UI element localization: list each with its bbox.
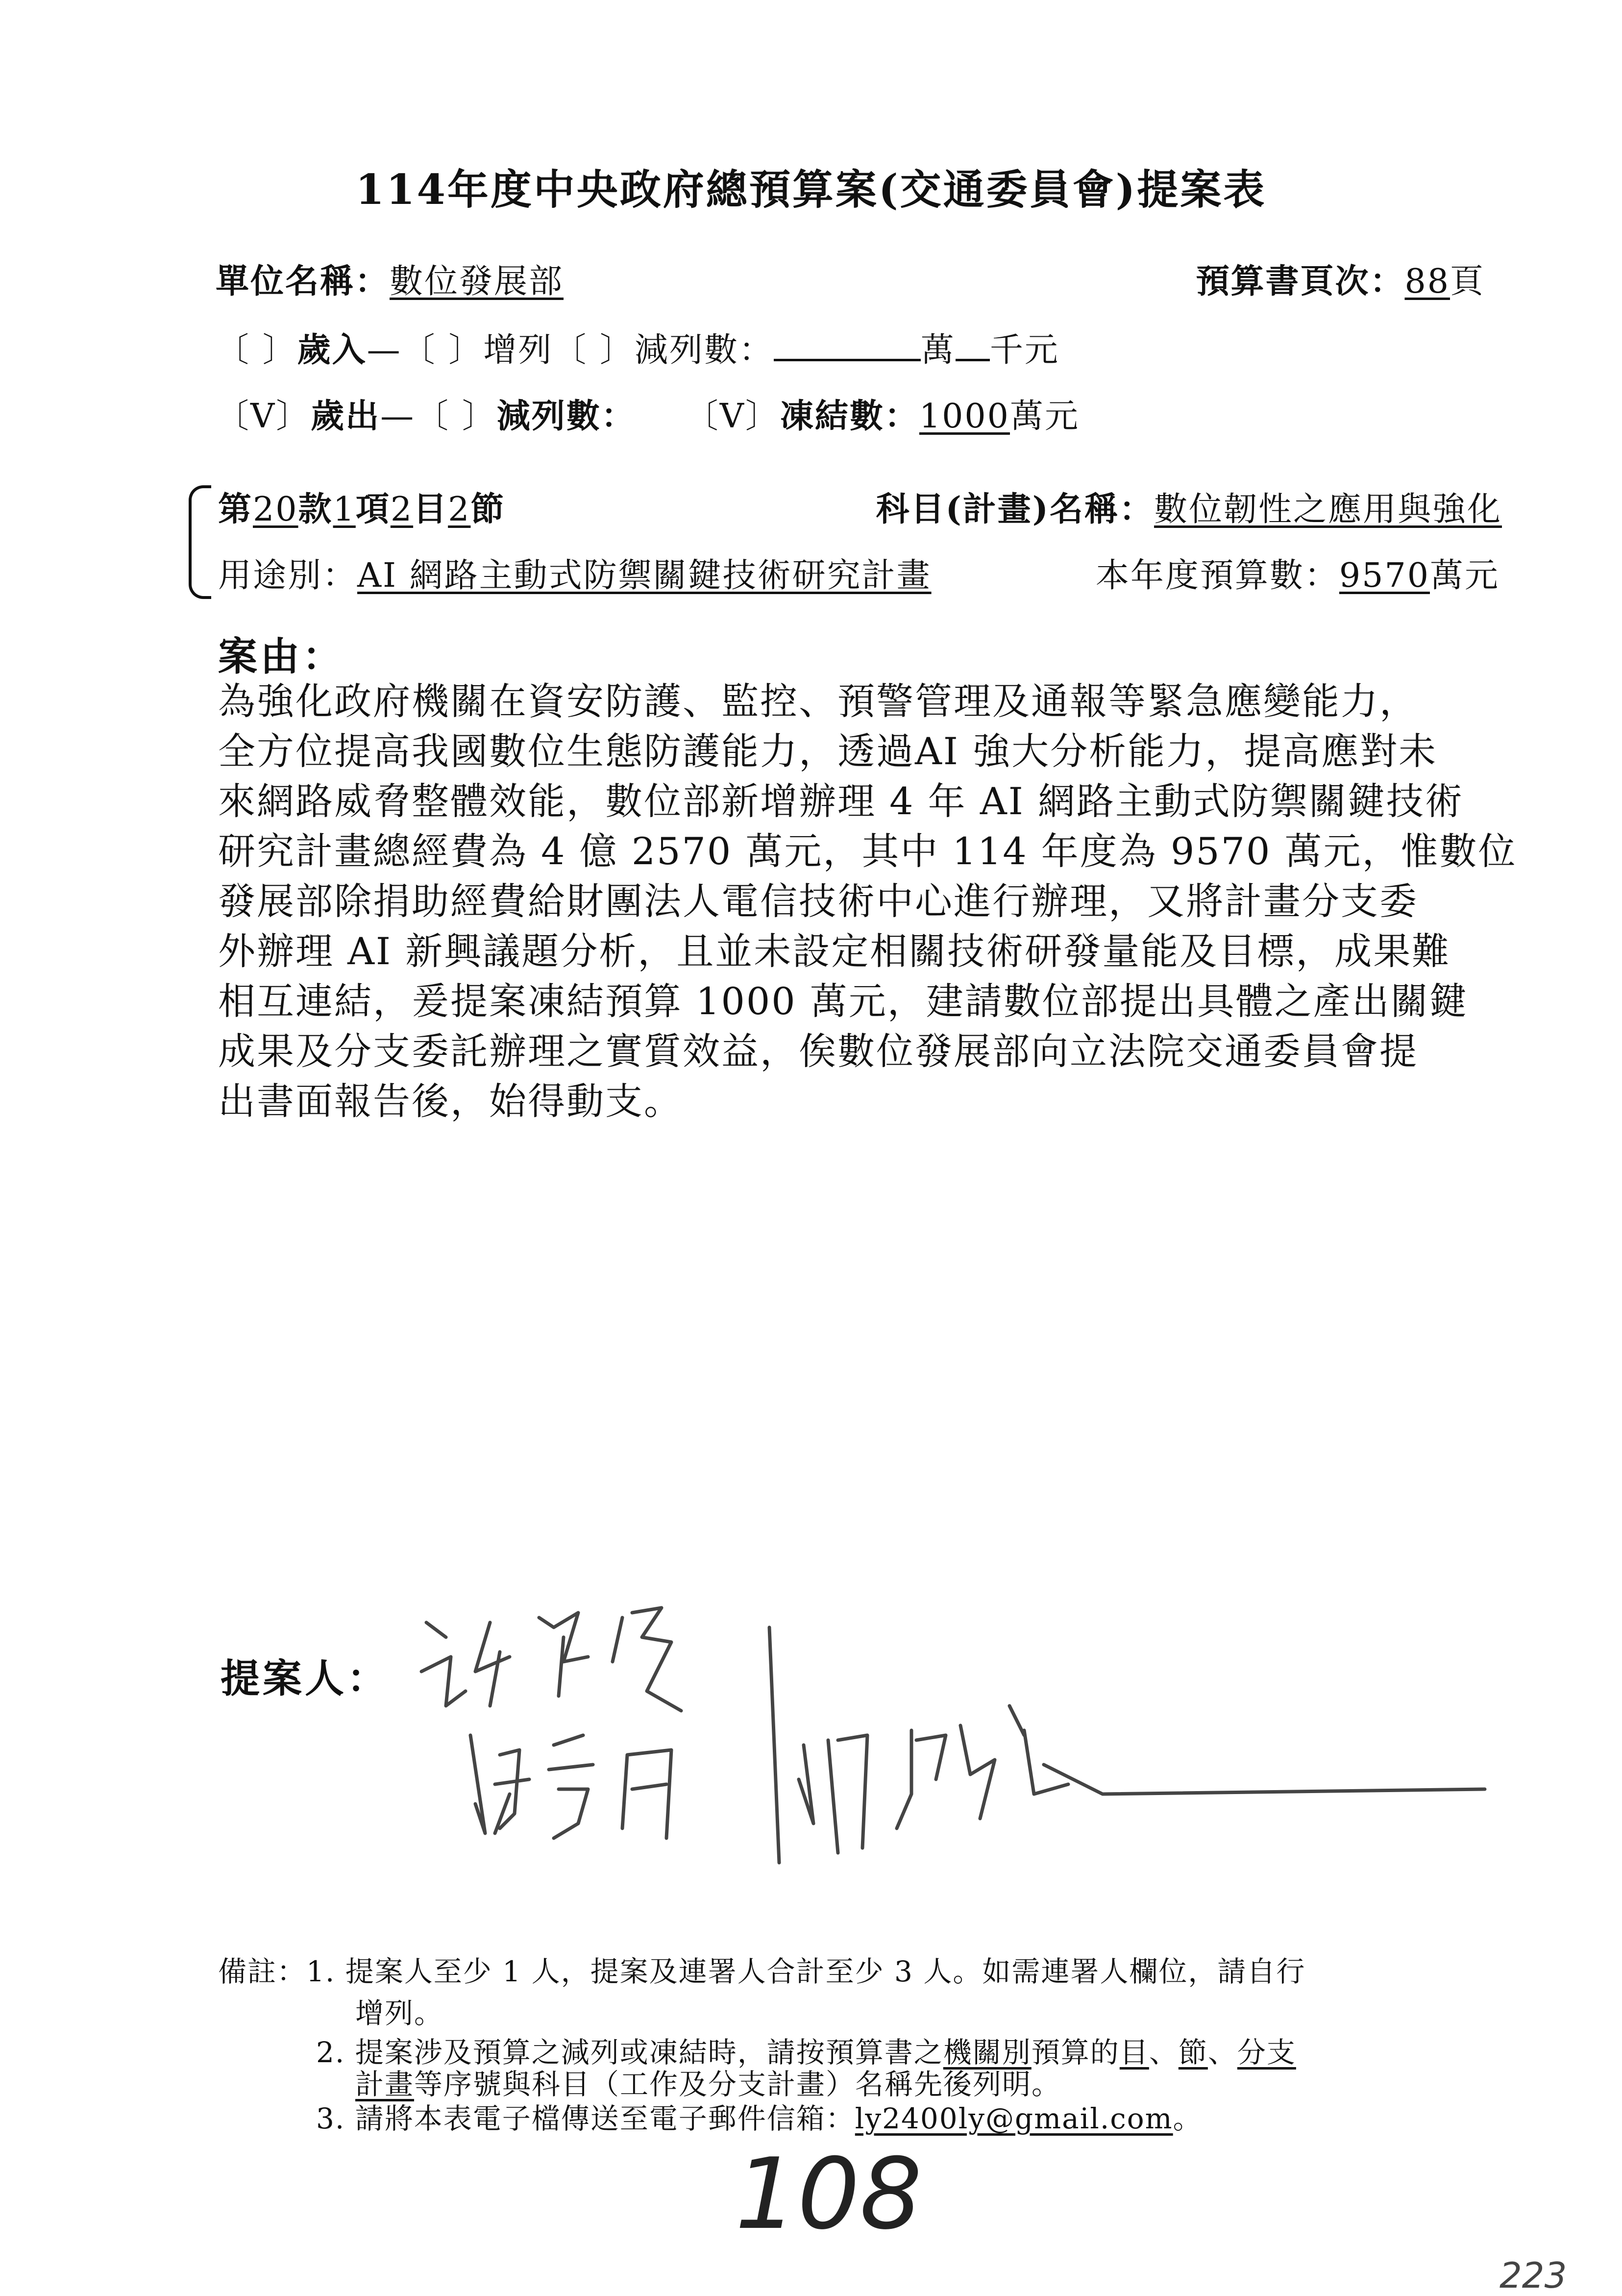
purpose-value: AI 網路主動式防禦關鍵技術研究計畫 xyxy=(357,556,932,595)
notes-label: 備註： xyxy=(218,1955,307,1988)
freeze-checkbox: 〔V〕 xyxy=(685,397,780,436)
kuan-label: 款 xyxy=(298,490,333,529)
unit-label: 單位名稱： xyxy=(216,262,390,301)
reason-line: 成果及分支委託辦理之實質效益，俟數位發展部向立法院交通委員會提 xyxy=(218,1029,1418,1073)
budget-page-suffix: 頁 xyxy=(1450,262,1485,301)
reason-line: 相互連結，爰提案凍結預算 1000 萬元，建請數位部提出具體之產出關鍵 xyxy=(218,979,1468,1023)
annual-budget-unit: 萬元 xyxy=(1429,556,1499,595)
note-2-text: 等序號與科目（工作及分支計畫）名稱先後列明。 xyxy=(414,2068,1061,2101)
note-2-underlined: 目 xyxy=(1119,2036,1149,2069)
bracket xyxy=(189,485,211,599)
note-2-text: 預算的 xyxy=(1031,2036,1120,2069)
item-row xyxy=(218,483,505,530)
reason-line: 為強化政府機關在資安防護、監控、預警管理及通報等緊急應變能力， xyxy=(218,679,1418,723)
revenue-checkbox: 〔 〕 xyxy=(216,331,297,370)
note-2-underlined: 分支 xyxy=(1237,2036,1296,2069)
proposer-label: 提案人： xyxy=(221,1655,389,1701)
freeze-unit: 萬元 xyxy=(1009,397,1080,436)
page-title: 114年度中央政府總預算案(交通委員會)提案表 xyxy=(355,165,1267,214)
note-2-text: 、 xyxy=(1149,2036,1179,2069)
reason-heading: 案由： xyxy=(218,633,344,679)
unit-row xyxy=(216,255,564,302)
email-link[interactable]: ly2400ly@gmail.com xyxy=(855,2102,1173,2135)
wan-label: 萬 xyxy=(920,331,956,370)
annual-budget-value: 9570 xyxy=(1339,556,1430,595)
reason-line: 出書面報告後，始得動支。 xyxy=(218,1079,683,1123)
freeze-value: 1000 xyxy=(919,397,1010,436)
revenue-row xyxy=(216,324,1059,371)
revenue-label: 歲入 xyxy=(297,330,367,370)
page-mark: 223 xyxy=(1499,2255,1567,2296)
subject-row xyxy=(876,483,1502,530)
mu-label: 目 xyxy=(413,490,448,529)
revenue-add: 〔 〕增列 xyxy=(401,331,553,370)
handwritten-number: 108 xyxy=(735,2137,922,2251)
dash: — xyxy=(367,331,402,370)
reason-line: 全方位提高我國數位生態防護能力，透過AI 強大分析能力，提高應對未 xyxy=(218,729,1438,773)
unit-value: 數位發展部 xyxy=(390,262,564,301)
note-1-continued: 增列。 xyxy=(355,1997,444,2030)
reason-body xyxy=(218,676,1517,1126)
annual-budget-label: 本年度預算數： xyxy=(1095,556,1339,595)
signature-3 xyxy=(750,1618,1509,1922)
note-2-underlined: 節 xyxy=(1178,2036,1208,2069)
note-2-text: 、 xyxy=(1207,2036,1237,2069)
reason-line: 來網路威脅整體效能，數位部新增辦理 4 年 AI 網路主動式防禦關鍵技術 xyxy=(218,779,1464,823)
mu-value: 2 xyxy=(390,490,414,529)
kuan-value: 20 xyxy=(253,490,298,529)
note-2-underlined: 計畫 xyxy=(355,2068,415,2101)
subject-value: 數位韌性之應用與強化 xyxy=(1154,490,1502,529)
freeze-label: 凍結數： xyxy=(780,397,919,436)
signature-2 xyxy=(466,1716,720,1853)
annual-budget-row xyxy=(1096,549,1499,597)
budget-page-row xyxy=(1196,255,1485,302)
expense-label: 歲出 xyxy=(311,397,381,436)
reason-line: 發展部除捐助經費給財團法人電信技術中心進行辦理，又將計畫分支委 xyxy=(218,879,1418,923)
reason-line: 外辦理 AI 新興議題分析，且並未設定相關技術研發量能及目標，成果難 xyxy=(218,929,1451,973)
cut-label: 減列數： xyxy=(496,397,636,436)
xiang-value: 1 xyxy=(333,490,356,529)
jie-value: 2 xyxy=(448,490,471,529)
expense-row xyxy=(216,390,1080,437)
note-1-text: 1. 提案人至少 1 人，提案及連署人合計至少 3 人。如需連署人欄位，請自行 xyxy=(306,1955,1306,1988)
note-2-text: 2. 提案涉及預算之減列或凍結時，請按預算書之 xyxy=(316,2036,943,2069)
purpose-row xyxy=(218,549,932,597)
xiang-label: 項 xyxy=(355,490,391,529)
note-3-text: 。 xyxy=(1173,2102,1203,2135)
jie-label: 節 xyxy=(470,490,506,529)
blank-line xyxy=(956,332,990,361)
dash: — xyxy=(380,397,416,436)
revenue-cut: 〔 〕減列數： xyxy=(553,331,774,370)
expense-checkbox: 〔V〕 xyxy=(216,397,311,436)
subject-label: 科目(計畫)名稱： xyxy=(876,490,1154,529)
note-1 xyxy=(218,1948,1305,1990)
note-3 xyxy=(316,2096,1203,2137)
di-label: 第 xyxy=(218,490,253,529)
qian-label: 千元 xyxy=(989,331,1059,370)
budget-page-label: 預算書頁次： xyxy=(1196,262,1405,301)
note-2-underlined: 機關別 xyxy=(943,2036,1032,2069)
cut-checkbox: 〔 〕 xyxy=(415,397,497,436)
reason-line: 研究計畫總經費為 4 億 2570 萬元，其中 114 年度為 9570 萬元，惟數位 xyxy=(218,829,1517,873)
blank-line xyxy=(774,332,921,361)
purpose-label: 用途別： xyxy=(218,556,358,595)
budget-page-value: 88 xyxy=(1404,262,1450,301)
note-3-text: 3. 請將本表電子檔傳送至電子郵件信箱： xyxy=(316,2102,855,2135)
